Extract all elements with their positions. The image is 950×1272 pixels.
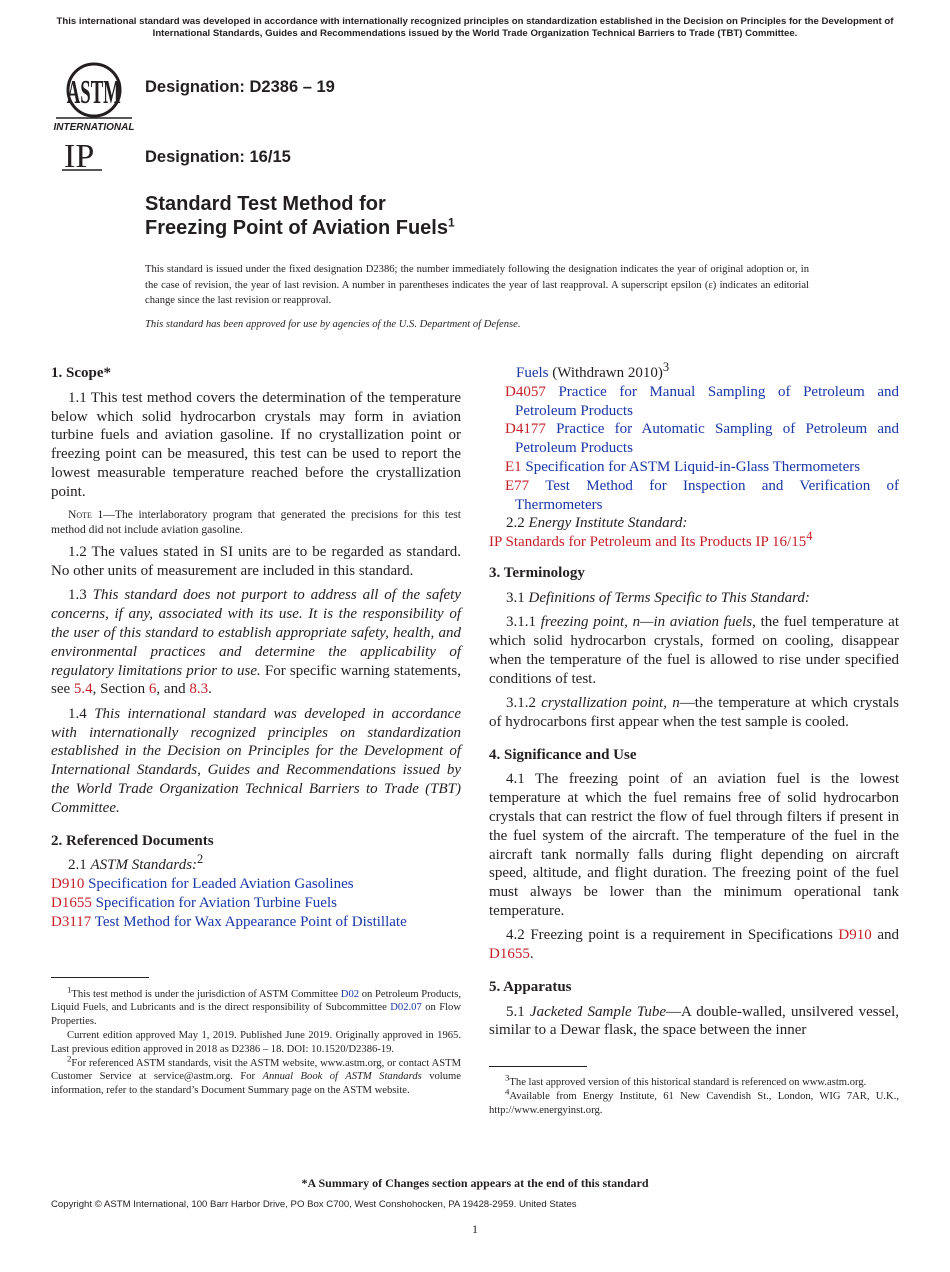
para-1-1: 1.1 This test method covers the determination of the temperature below which solid hydrocarbon crystals may form in aviation turbine fuels and aviation gasoline. If no crystallization point or freezing point can be measured, this test can be used to report the lowest measurable temperature reached before the crystallization point. <box>51 389 461 500</box>
svg-text:INTERNATIONAL: INTERNATIONAL <box>53 122 135 133</box>
copyright-line: Copyright © ASTM International, 100 Barr Harbor Drive, PO Box C700, West Conshohocken, PA 19428-2959. United States <box>51 1199 577 1210</box>
footnote-1: $^1$This test method is under the jurisdiction of ASTM Committee D02 on Petroleum Products, Liquid Fuels, and Lubricants and is the direct responsibility of Subcommittee D02.07 on Flow Properties. <box>51 984 461 1027</box>
ip-logo-icon <box>62 137 112 173</box>
left-column <box>51 364 461 932</box>
footnotes-right <box>489 1072 899 1118</box>
para-2-2: 2.2 Energy Institute Standard: <box>506 515 688 532</box>
link-committee-d02[interactable]: D02 <box>340 989 360 1000</box>
para-3-1: 3.1 Definitions of Terms Specific to This Standard: <box>506 589 810 606</box>
para-2-1: 2.1 ASTM Standards:$^2$ <box>68 852 204 874</box>
ip-logo <box>62 137 112 173</box>
astm-designation: Designation: D2386 – 19 <box>145 78 335 96</box>
ref-d910[interactable]: D910 Specification for Leaded Aviation Gasolines <box>51 876 354 893</box>
ref-d4057[interactable]: D4057 Practice for Manual Sampling of Petroleum and Petroleum Products <box>505 383 899 419</box>
ref-e1[interactable]: E1 Specification for ASTM Liquid-in-Glass Thermometers <box>505 458 861 475</box>
link-subcommittee-d02-07[interactable]: D02.07 <box>390 1002 422 1014</box>
ref-d3117[interactable]: D3117 Test Method for Wax Appearance Point of Distillate <box>51 913 407 930</box>
section-5-heading: 5. Apparatus <box>489 978 572 995</box>
link-d1655[interactable]: D1655 <box>489 946 530 963</box>
footnotes-left <box>51 984 461 1098</box>
tbt-notice: This international standard was developed in accordance with internationally recognized principles on standardization established in the Decision on Principles for the Development of International Standards, Guides and Recommendations issued by the World Trade Organization Technical Barriers to Trade (TBT) Committee. <box>56 16 894 39</box>
ref-d3117-continued[interactable]: Fuels (Withdrawn 2010)$^3$ <box>516 360 670 381</box>
link-d910[interactable]: D910 <box>838 927 872 944</box>
link-section-8-3[interactable]: 8.3 <box>189 681 209 698</box>
footnote-rule-left <box>51 977 149 978</box>
para-1-2: 1.2 The values stated in SI units are to be regarded as standard. No other units of measurement are included in this standard. <box>51 544 461 579</box>
link-section-6[interactable]: 6 <box>148 681 157 698</box>
section-1-heading: 1. Scope* <box>51 365 111 381</box>
svg-text:ASTM: ASTM <box>66 73 121 111</box>
para-4-1: 4.1 The freezing point of an aviation fuel is the lowest temperature at which the fuel remains free of solid hydrocarbon crystals that can restrict the flow of fuel through filters if present in the fuel system of the aircraft. The temperature of the fuel in the aircraft tank normally falls during flight depending on aircraft speed, altitude, and flight duration. The freezing point of the fuel must always be lower than the minimum operational tank temperature. <box>489 771 899 919</box>
document-title <box>145 192 455 240</box>
page-number: 1 <box>472 1222 478 1236</box>
ref-ip-standards[interactable]: IP Standards for Petroleum and Its Products IP $16/15^4$ <box>489 529 813 551</box>
para-3-1-2: 3.1.2 crystallization point, n—the temperature at which crystals of hydrocarbons first appear when the test sample is cooled. <box>489 694 899 730</box>
para-1-3: 1.3 This standard does not purport to address all of the safety concerns, if any, associated with its use. It is the responsibility of the user of this standard to establish appropriate safety, health, and environmental practices and determine the applicability of regulatory limitations prior to use. For specific warning statements, see 5.4, Section 6, and 8.3. <box>51 587 462 698</box>
ip-designation: Designation: 16/15 <box>145 148 291 166</box>
ref-d4177[interactable]: D4177 Practice for Automatic Sampling of Petroleum and Petroleum Products <box>505 421 899 457</box>
title-line-1: Standard Test Method for <box>145 193 386 215</box>
para-5-1: 5.1 Jacketed Sample Tube—A double-walled, unsilvered vessel, similar to a Dewar flask, the space between the inner <box>489 1003 899 1039</box>
summary-of-changes-note: *A Summary of Changes section appears at the end of this standard <box>301 1176 649 1190</box>
section-2-heading: 2. Referenced Documents <box>51 832 214 849</box>
section-4-heading: 4. Significance and Use <box>489 746 637 763</box>
ref-d1655[interactable]: D1655 Specification for Aviation Turbine Fuels <box>51 894 337 911</box>
section-3-heading: 3. Terminology <box>489 564 585 581</box>
para-3-1-1: 3.1.1 freezing point, n—in aviation fuels, the fuel temperature at which solid hydrocarbon crystals, formed on cooling, disappear when the temperature of the fuel is allowed to rise under specified conditions of test. <box>489 614 899 687</box>
note-1: Note 1—The interlaboratory program that generated the precisions for this test method did not include aviation gasoline. <box>51 508 461 537</box>
intro-paragraph: This standard is issued under the fixed designation D2386; the number immediately following the designation indicates the year of original adoption or, in the case of revision, the year of last revision. A number in parentheses indicates the year of last reapproval. A superscript epsilon (ε) indicates an editorial change since the last revision or reapproval. <box>145 264 809 307</box>
ref-e77[interactable]: E77 Test Method for Inspection and Verification of Thermometers <box>505 477 899 513</box>
title-footnote-mark: 1 <box>447 215 455 230</box>
footnote-1-edition: Current edition approved May 1, 2019. Published June 2019. Originally approved in 1965. Last previous edition approved in 2018 as D2386 – 18. DOI: 10.1520/D2386-19. <box>51 1030 461 1055</box>
astm-logo <box>52 56 136 134</box>
footnote-rule-right <box>489 1066 587 1067</box>
astm-logo-icon <box>52 56 136 134</box>
footnote-2: $^2$For referenced ASTM standards, visit the ASTM website, www.astm.org, or contact ASTM Customer Service at service@astm.org. For Annual Book of ASTM Standards volume information, refer to the standard’s Document Summary page on the ASTM website. <box>51 1053 461 1096</box>
svg-text:IP: IP <box>64 138 95 173</box>
para-4-2: 4.2 Freezing point is a requirement in Specifications D910 and D1655. <box>489 927 899 963</box>
para-1-4: 1.4 This international standard was developed in accordance with internationally recognized principles on standardization established in the Decision on Principles for the Development of International Standards, Guides and Recommendations issued by the World Trade Organization Technical Barriers to Trade (TBT) Committee. <box>51 705 461 816</box>
dod-approval-note: This standard has been approved for use by agencies of the U.S. Department of Defense. <box>145 319 521 330</box>
footnote-4: $^4$Available from Energy Institute, 61 New Cavendish St., London, WIG 7AR, U.K., http://www.energyinst.org. <box>489 1086 899 1116</box>
title-line-2: Freezing Point of Aviation Fuels$^1$ <box>145 215 455 239</box>
right-column <box>489 360 899 1046</box>
footnote-3: $^3$The last approved version of this historical standard is referenced on www.astm.org. <box>505 1072 867 1088</box>
link-section-5-4[interactable]: 5.4 <box>73 681 93 698</box>
